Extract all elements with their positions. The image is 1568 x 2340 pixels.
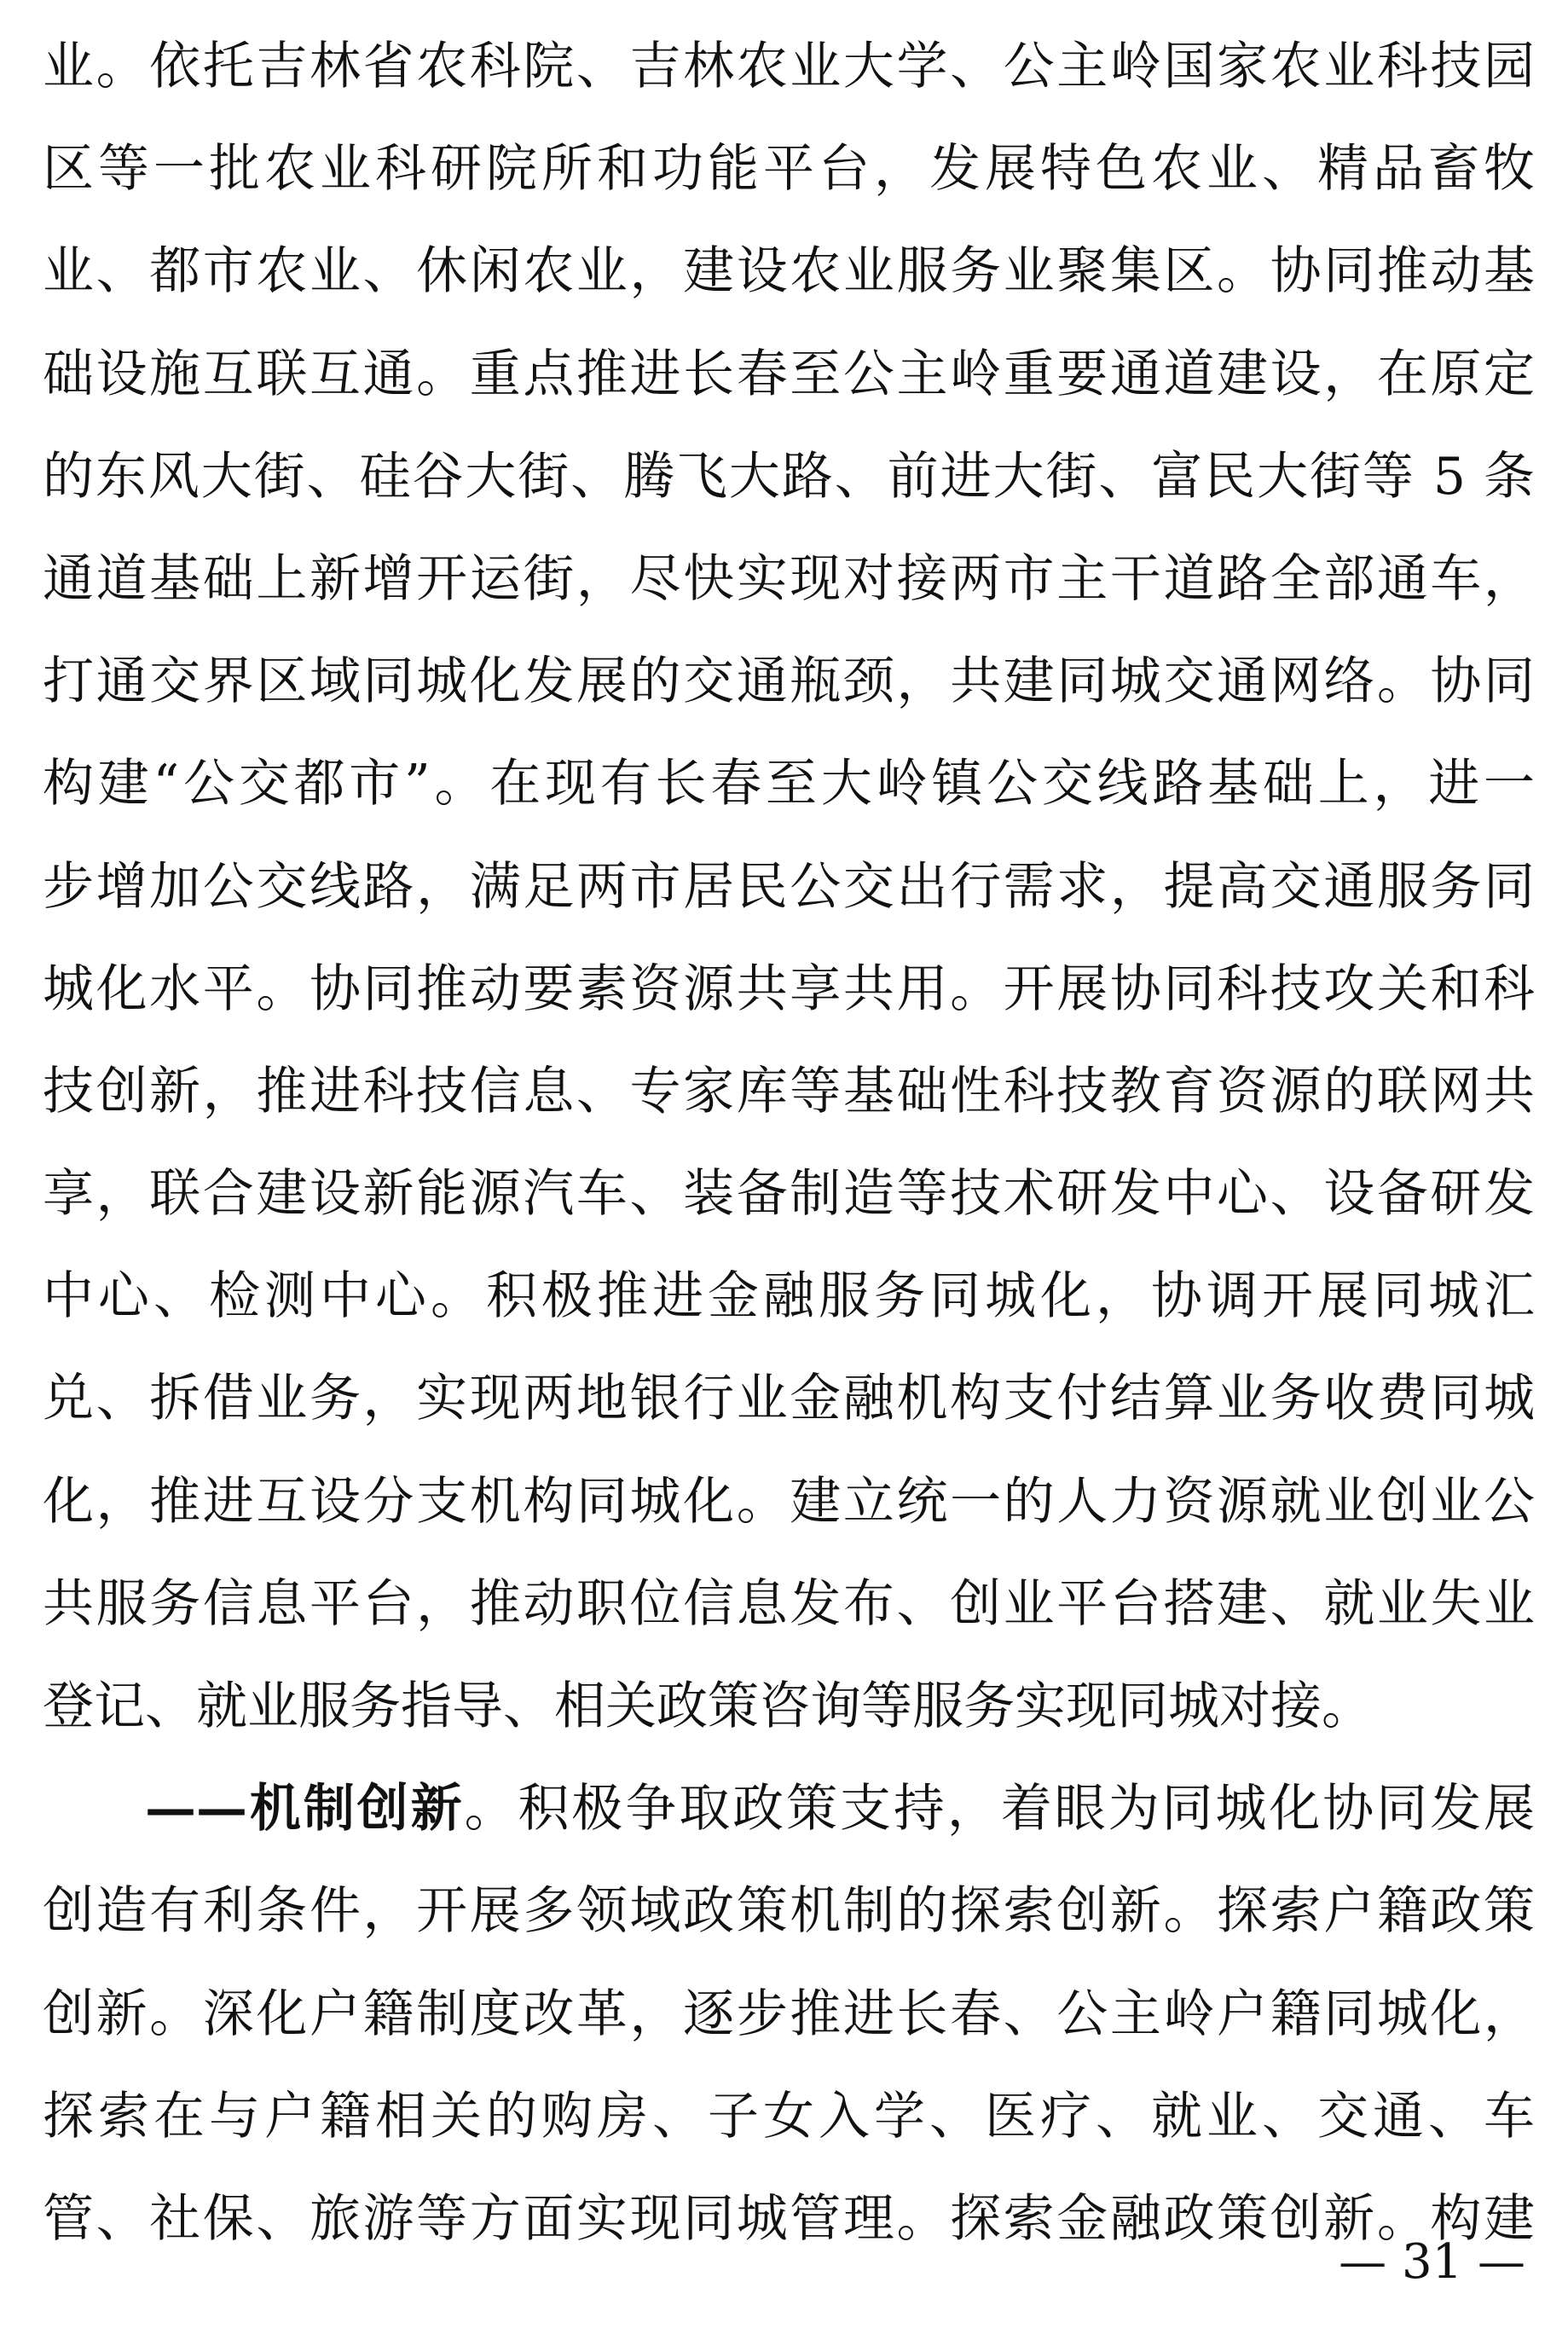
text-line: 的东风大街、硅谷大街、腾飞大路、前进大街、富民大街等 5 条 xyxy=(43,446,1535,507)
text-line: 打通交界区域同城化发展的交通瓶颈，共建同城交通网络。协同 xyxy=(43,652,1535,712)
text-line: 管、社保、旅游等方面实现同城管理。探索金融政策创新。构建 xyxy=(43,2188,1535,2249)
section-heading: ——机制创新 xyxy=(145,1779,465,1839)
text-line: 通道基础上新增开运街，尽快实现对接两市主干道路全部通车， xyxy=(43,548,1535,609)
text-line: 登记、就业服务指导、相关政策咨询等服务实现同城对接。 xyxy=(43,1677,1373,1736)
paragraph-1 xyxy=(43,15,1535,1758)
text-line: 业。依托吉林省农科院、吉林农业大学、公主岭国家农业科技园 xyxy=(43,37,1535,96)
text-line: 中心、检测中心。积极推进金融服务同城化，协调开展同城汇 xyxy=(43,1266,1535,1327)
text-line: 创新。深化户籍制度改革，逐步推进长春、公主岭户籍同城化， xyxy=(43,1984,1535,2044)
text-line: 共服务信息平台，推动职位信息发布、创业平台搭建、就业失业 xyxy=(43,1573,1535,1634)
text-line: 探索在与户籍相关的购房、子女入学、医疗、就业、交通、车 xyxy=(43,2086,1535,2146)
text-line: 创造有利条件，开展多领域政策机制的探索创新。探索户籍政策 xyxy=(43,1881,1535,1942)
text-line: 技创新，推进科技信息、专家库等基础性科技教育资源的联网共 xyxy=(43,1061,1535,1121)
body-text xyxy=(43,15,1535,2270)
text-line: 区等一批农业科研院所和功能平台，发展特色农业、精品畜牧 xyxy=(43,139,1535,200)
text-line: 础设施互联互通。重点推进长春至公主岭重要通道建设，在原定 xyxy=(43,344,1535,404)
text-line: 构建“公交都市”。在现有长春至大岭镇公交线路基础上，进一 xyxy=(43,754,1535,814)
text-line: 享，联合建设新能源汽车、装备制造等技术研发中心、设备研发 xyxy=(43,1164,1535,1225)
text-line xyxy=(43,1758,1535,1860)
text-line: 兑、拆借业务，实现两地银行业金融机构支付结算业务收费同城 xyxy=(43,1369,1535,1429)
text-line: 城化水平。协同推动要素资源共享共用。开展协同科技攻关和科 xyxy=(43,959,1535,1019)
text-line: 步增加公交线路，满足两市居民公交出行需求，提高交通服务同 xyxy=(43,856,1535,917)
heading-continuation: 。积极争取政策支持，着眼为同城化协同发展 xyxy=(464,1779,1535,1839)
text-line: 化，推进互设分支机构同城化。建立统一的人力资源就业创业公 xyxy=(43,1471,1535,1532)
paragraph-2 xyxy=(43,1758,1535,2270)
text-line: 业、都市农业、休闲农业，建设农业服务业聚集区。协同推动基 xyxy=(43,241,1535,302)
page-number: — 31 — xyxy=(1339,2234,1525,2290)
